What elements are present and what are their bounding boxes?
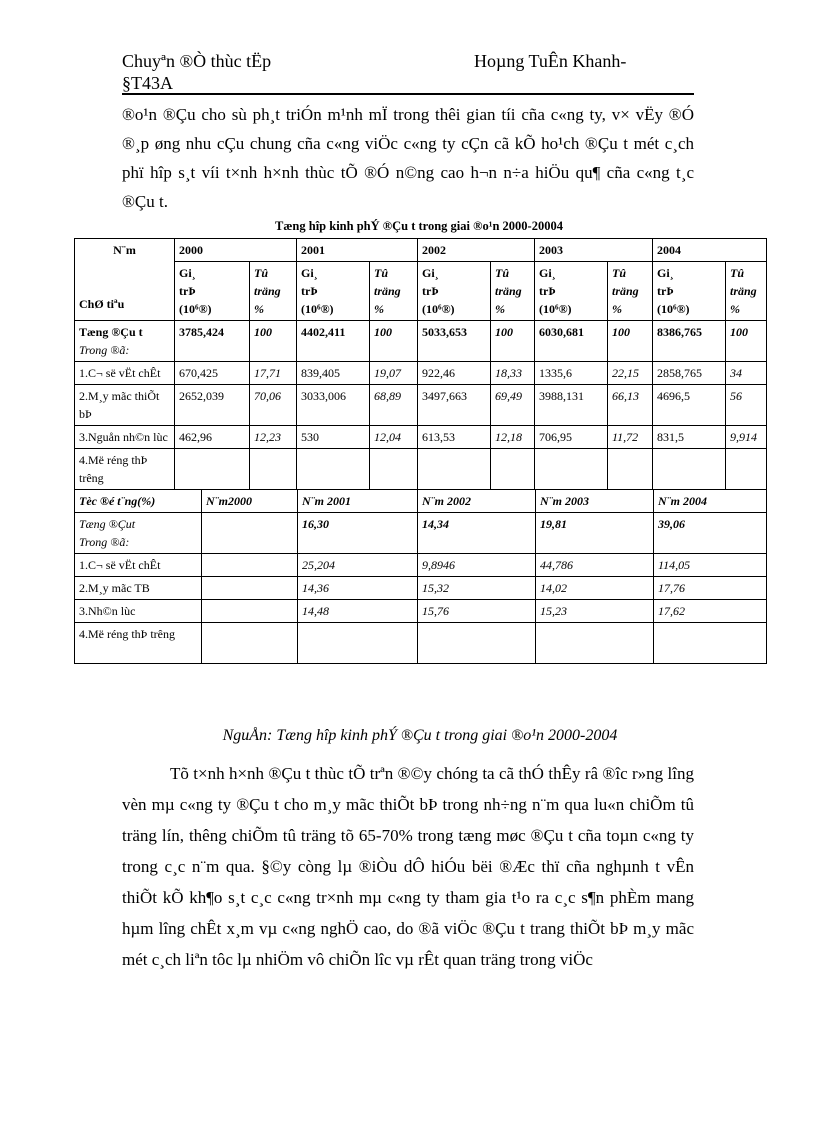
row-label: 2.M¸y mãc thiÕt bÞ [75, 385, 175, 426]
growth-year-header: N¨m 2002 [417, 490, 535, 512]
growth-row [75, 513, 767, 554]
row-label: 1.C¬ së vËt chÊt [75, 362, 175, 385]
value-col-header: Gi¸ trÞ (10⁶®) [418, 262, 491, 321]
table-cell: 100 [250, 321, 297, 362]
table-cell: 831,5 [653, 426, 726, 449]
table-row [75, 385, 767, 426]
table-cell [418, 449, 491, 490]
table-header-cols [75, 262, 767, 321]
table-cell: 3033,006 [297, 385, 370, 426]
year-header: 2003 [535, 239, 653, 262]
table-cell: 839,405 [297, 362, 370, 385]
growth-cell: 9,8946 [417, 554, 535, 576]
year-header: 2004 [653, 239, 767, 262]
growth-cell [535, 623, 653, 663]
table-cell: 70,06 [250, 385, 297, 426]
growth-cell [201, 623, 297, 663]
criteria-label: ChØ tiªu [79, 297, 125, 311]
growth-row-label: 2.M¸y mãc TB [79, 581, 150, 595]
growth-cell: 15,23 [535, 600, 653, 622]
table-source: NguÅn: Tæng hîp kinh phÝ ®Çu t trong giai ®o¹n 2000-2004 [222, 727, 618, 744]
growth-cell: 17,62 [653, 600, 767, 622]
growth-cell: 17,76 [653, 577, 767, 599]
row-label: Tæng ®Çu t Trong ®ã: [75, 321, 175, 362]
growth-cell: 15,76 [417, 600, 535, 622]
table-cell: 2652,039 [175, 385, 250, 426]
row-label: 4.Më réng thÞ trêng [75, 449, 175, 490]
table-cell: 100 [370, 321, 418, 362]
table-cell [535, 449, 608, 490]
growth-cell: 14,02 [535, 577, 653, 599]
table-cell [370, 449, 418, 490]
growth-row [75, 577, 767, 600]
growth-cell: 14,48 [297, 600, 417, 622]
table-cell: 530 [297, 426, 370, 449]
growth-year-header: N¨m 2003 [535, 490, 653, 512]
growth-cell [201, 577, 297, 599]
growth-cell: 25,204 [297, 554, 417, 576]
growth-label: Tèc ®é t¨ng(%) [79, 494, 156, 508]
growth-header [75, 490, 767, 513]
table-cell [726, 449, 767, 490]
table-cell: 19,07 [370, 362, 418, 385]
table-cell: 4696,5 [653, 385, 726, 426]
table-cell: 100 [726, 321, 767, 362]
growth-cell: 39,06 [653, 513, 767, 553]
growth-cell: 16,30 [297, 513, 417, 553]
table-row [75, 362, 767, 385]
table-cell: 706,95 [535, 426, 608, 449]
growth-row-label: 1.C¬ së vËt chÊt [79, 558, 161, 572]
growth-year-header: N¨m2000 [201, 490, 297, 512]
header-author: Hoµng TuÊn Khanh- [474, 51, 627, 71]
growth-year-header: N¨m 2004 [653, 490, 767, 512]
value-col-header: Gi¸ trÞ (10⁶®) [175, 262, 250, 321]
year-header: 2001 [297, 239, 418, 262]
table-cell: 4402,411 [297, 321, 370, 362]
growth-cell: 19,81 [535, 513, 653, 553]
table-cell: 34 [726, 362, 767, 385]
growth-cell [201, 600, 297, 622]
growth-year-header: N¨m 2001 [297, 490, 417, 512]
table-cell: 9,914 [726, 426, 767, 449]
table-cell: 670,425 [175, 362, 250, 385]
value-col-header: Gi¸ trÞ (10⁶®) [297, 262, 370, 321]
table-cell [175, 449, 250, 490]
growth-row [75, 600, 767, 623]
table-cell: 3785,424 [175, 321, 250, 362]
header-class: §T43A [122, 73, 173, 93]
table-cell: 66,13 [608, 385, 653, 426]
growth-cell: 114,05 [653, 554, 767, 576]
table-cell: 22,15 [608, 362, 653, 385]
table-row [75, 426, 767, 449]
table-cell: 100 [491, 321, 535, 362]
table-cell: 6030,681 [535, 321, 608, 362]
growth-row [75, 623, 767, 664]
growth-cell [201, 554, 297, 576]
growth-cell [297, 623, 417, 663]
pct-col-header: Tû träng % [491, 262, 535, 321]
table-cell: 12,04 [370, 426, 418, 449]
year-label: N¨m [113, 243, 136, 257]
table-cell: 3988,131 [535, 385, 608, 426]
table-row [75, 449, 767, 490]
table-cell: 8386,765 [653, 321, 726, 362]
table-cell: 12,23 [250, 426, 297, 449]
table-cell: 17,71 [250, 362, 297, 385]
table-cell: 100 [608, 321, 653, 362]
growth-cell: 15,32 [417, 577, 535, 599]
table-cell: 5033,653 [418, 321, 491, 362]
header-divider [122, 93, 694, 95]
pct-col-header: Tû träng % [370, 262, 418, 321]
header-corner [75, 239, 175, 321]
table-cell: 3497,663 [418, 385, 491, 426]
growth-cell: 14,36 [297, 577, 417, 599]
table-header-years [75, 239, 767, 262]
table-cell: 613,53 [418, 426, 491, 449]
pct-col-header: Tû träng % [608, 262, 653, 321]
table-cell: 11,72 [608, 426, 653, 449]
row-label: 3.Nguån nh©n lùc [75, 426, 175, 449]
growth-row-label: 3.Nh©n lùc [79, 604, 136, 618]
value-col-header: Gi¸ trÞ (10⁶®) [653, 262, 726, 321]
table-cell: 69,49 [491, 385, 535, 426]
table-row [75, 321, 767, 362]
table-cell: 56 [726, 385, 767, 426]
growth-cell: 14,34 [417, 513, 535, 553]
growth-cell [201, 513, 297, 553]
table-cell: 2858,765 [653, 362, 726, 385]
pct-col-header: Tû träng % [726, 262, 767, 321]
table-cell: 68,89 [370, 385, 418, 426]
investment-table [74, 238, 767, 664]
growth-cell [417, 623, 535, 663]
table-cell: 18,33 [491, 362, 535, 385]
year-header: 2000 [175, 239, 297, 262]
growth-cell [653, 623, 767, 663]
header-topic: Chuyªn ®Ò thùc tËp [122, 51, 272, 71]
table-cell: 12,18 [491, 426, 535, 449]
table-cell: 462,96 [175, 426, 250, 449]
year-header: 2002 [418, 239, 535, 262]
pct-col-header: Tû träng % [250, 262, 297, 321]
value-col-header: Gi¸ trÞ (10⁶®) [535, 262, 608, 321]
table-caption: Tæng hîp kinh phÝ ®Çu t trong giai ®o¹n 2000-20004 [275, 219, 563, 233]
table-cell [297, 449, 370, 490]
growth-cell: 44,786 [535, 554, 653, 576]
table-cell [608, 449, 653, 490]
table-cell: 1335,6 [535, 362, 608, 385]
intro-paragraph: ®o¹n ®Çu cho sù ph¸t triÓn m¹nh mÏ trong thêi gian tíi cña c«ng ty, v× vËy ®Ó ®¸p øng nhu cÇu chung cña c«ng viÖc c«ng ty cÇn cã kÕ ho¹ch ®Çu t mét c¸ch phï hîp s¸t víi t×nh h×nh thùc tÕ ®Ó n©ng cao h¬n n÷a hiÖu qu¶ cña c«ng t¸c ®Çu t. [122, 105, 694, 211]
analysis-paragraph [122, 758, 694, 975]
table-cell: 922,46 [418, 362, 491, 385]
table-cell [491, 449, 535, 490]
growth-row-label: 4.Më réng thÞ trêng [79, 627, 175, 641]
analysis-text: Tõ t×nh h×nh ®Çu t thùc tÕ trªn ®©y chóng ta cã thÓ thÊy râ ®îc r»ng lîng vèn mµ c«ng ty ®Çu t cho m¸y mãc thiÕt bÞ trong nh÷ng n¨m qua lu«n chiÕm tû träng lín, thêng chiÕm tû träng tõ 65-70% trong tæng møc ®Çu t cña toµn c«ng ty trong c¸c n¨m qua. §©y còng lµ ®iÒu dÔ hiÓu bëi ®Æc thï cña nghµnh t vÊn thiÕt kÕ kh¶o s¸t c¸c c«ng tr×nh mµ c«ng ty tham gia t¹o ra c¸c s¶n phÈm mang hµm lîng chÊt x¸m vµ c«ng nghÖ cao, do ®ã viÖc ®Çu t trang thiÕt bÞ m¸y mãc mét c¸ch liªn tôc lµ nhiÖm vô chiÕn lîc vµ rÊt quan träng trong viÖc [122, 764, 694, 969]
growth-row [75, 554, 767, 577]
table-cell [250, 449, 297, 490]
growth-row-label: Tæng ®Çut Trong ®ã: [79, 517, 136, 549]
table-cell [653, 449, 726, 490]
